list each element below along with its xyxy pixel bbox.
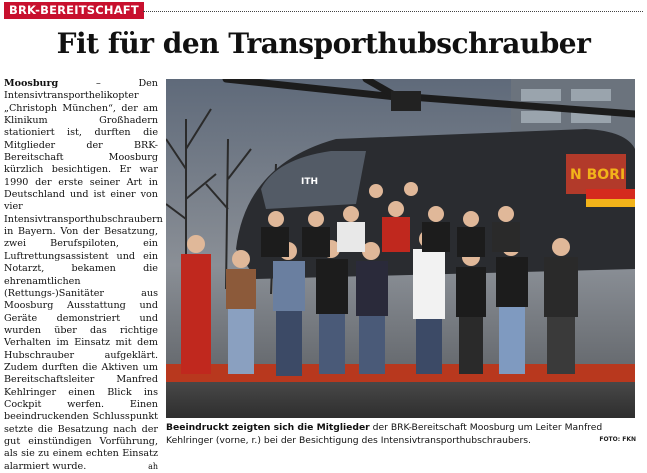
group-photo [166, 79, 635, 418]
photo-caption [166, 421, 636, 447]
photo-credit: FOTO: FKN [599, 436, 636, 443]
headline: Fit für den Transporthubschrauber [56, 27, 591, 60]
ground [166, 379, 635, 418]
dateline-location: Moosburg [4, 78, 59, 89]
rotor-hub [391, 91, 421, 111]
door-lettering: N BORI [570, 167, 626, 183]
caption-text: der BRK-Bereitschaft Moosburg um Leiter Manfred Kehlringer (vorne, r.) bei der Besichtigung des Intensivtransporthubschraubers. [166, 422, 603, 446]
article-body [4, 78, 163, 473]
article-text: – Den Intensivtransporthelikopter „Christoph München“, der am Klinikum Großhadern stationiert ist, durften die Mitglieder der BRK-Bereitschaft Moosburg kürzlich besichtigen. Er war 1990 der erste seiner Art in Deutschland und ist einer von vier Intensivtransporthubschraubern in Bayern. Von der Besatzung, zwei Berufspiloten, ein Luftrettungsassistent und ein Notarzt, bekamen die ehrenamtlichen (Rettungs-)Sanitäter aus Moosburg Ausstattung und Geräte demonstriert und wurden über das richtige Verhalten im Einsatz mit dem Hubschrauber aufgeklärt. Zudem durften die Aktiven um Bereitschaftsleiter Manfred Kehlringer einen Blick ins Cockpit werfen. Einen beeindruckenden Schlusspunkt setzte die Besatzung nach der gut einstündigen Vorführung, als sie zu einem echten Einsatz alarmiert wurde. [4, 78, 163, 472]
caption-lead: Beeindruckt zeigten sich die Mitglieder [166, 422, 370, 433]
section-kicker: BRK-BEREITSCHAFT [4, 2, 144, 19]
yellow-stripe [586, 199, 635, 207]
section-header [4, 2, 643, 20]
author-signature: ah [148, 461, 158, 471]
dotted-rule [143, 11, 643, 12]
red-stripe [586, 189, 635, 199]
tail-marking: ITH [301, 177, 319, 187]
